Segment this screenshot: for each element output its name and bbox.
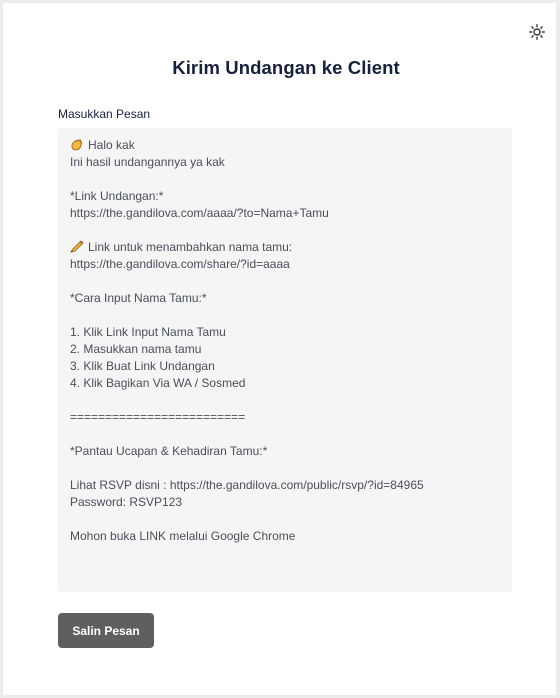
message-line-text: 4. Klik Bagikan Via WA / Sosmed — [70, 376, 246, 390]
message-field-label: Masukkan Pesan — [58, 107, 151, 121]
message-line — [70, 460, 500, 477]
page-title: Kirim Undangan ke Client — [172, 57, 400, 78]
message-line-text: Lihat RSVP disni : https://the.gandilova.com/public/rsvp/?id=84965 — [70, 478, 424, 492]
message-line — [70, 239, 500, 256]
message-line — [70, 324, 500, 341]
message-line — [70, 137, 500, 154]
message-line-text: Halo kak — [88, 138, 135, 152]
invite-card — [3, 3, 556, 695]
message-textarea[interactable] — [58, 128, 512, 592]
writing-hand-icon — [70, 240, 84, 253]
message-line — [70, 307, 500, 324]
message-line — [70, 426, 500, 443]
theme-toggle-button[interactable] — [525, 20, 549, 44]
copy-message-button[interactable]: Salin Pesan — [58, 613, 154, 648]
message-line-text: ========================= — [70, 410, 246, 424]
message-line — [70, 154, 500, 171]
message-line — [70, 443, 500, 460]
message-line-text: Ini hasil undangannya ya kak — [70, 155, 225, 169]
message-line — [70, 358, 500, 375]
message-line — [70, 528, 500, 545]
message-line — [70, 392, 500, 409]
message-line — [70, 341, 500, 358]
message-line — [70, 494, 500, 511]
message-line-text: https://the.gandilova.com/aaaa/?to=Nama+Tamu — [70, 206, 329, 220]
message-line — [70, 409, 500, 426]
message-line-text: https://the.gandilova.com/share/?id=aaaa — [70, 257, 290, 271]
message-line-text: *Cara Input Nama Tamu:* — [70, 291, 207, 305]
message-line — [70, 205, 500, 222]
waving-hand-icon — [70, 138, 84, 151]
sun-icon — [529, 24, 545, 40]
message-line-text: Password: RSVP123 — [70, 495, 183, 509]
message-line — [70, 511, 500, 528]
message-line-text: Mohon buka LINK melalui Google Chrome — [70, 529, 296, 543]
message-line-text: *Pantau Ucapan & Kehadiran Tamu:* — [70, 444, 268, 458]
message-line-text: Link untuk menambahkan nama tamu: — [88, 240, 293, 254]
message-line-text: 2. Masukkan nama tamu — [70, 342, 202, 356]
message-line — [70, 256, 500, 273]
message-line — [70, 273, 500, 290]
message-line — [70, 188, 500, 205]
message-line-text: *Link Undangan:* — [70, 189, 164, 203]
message-line-text: 3. Klik Buat Link Undangan — [70, 359, 215, 373]
message-line-text: 1. Klik Link Input Nama Tamu — [70, 325, 226, 339]
message-line — [70, 477, 500, 494]
message-line — [70, 290, 500, 307]
message-line — [70, 375, 500, 392]
message-line — [70, 171, 500, 188]
message-line — [70, 222, 500, 239]
